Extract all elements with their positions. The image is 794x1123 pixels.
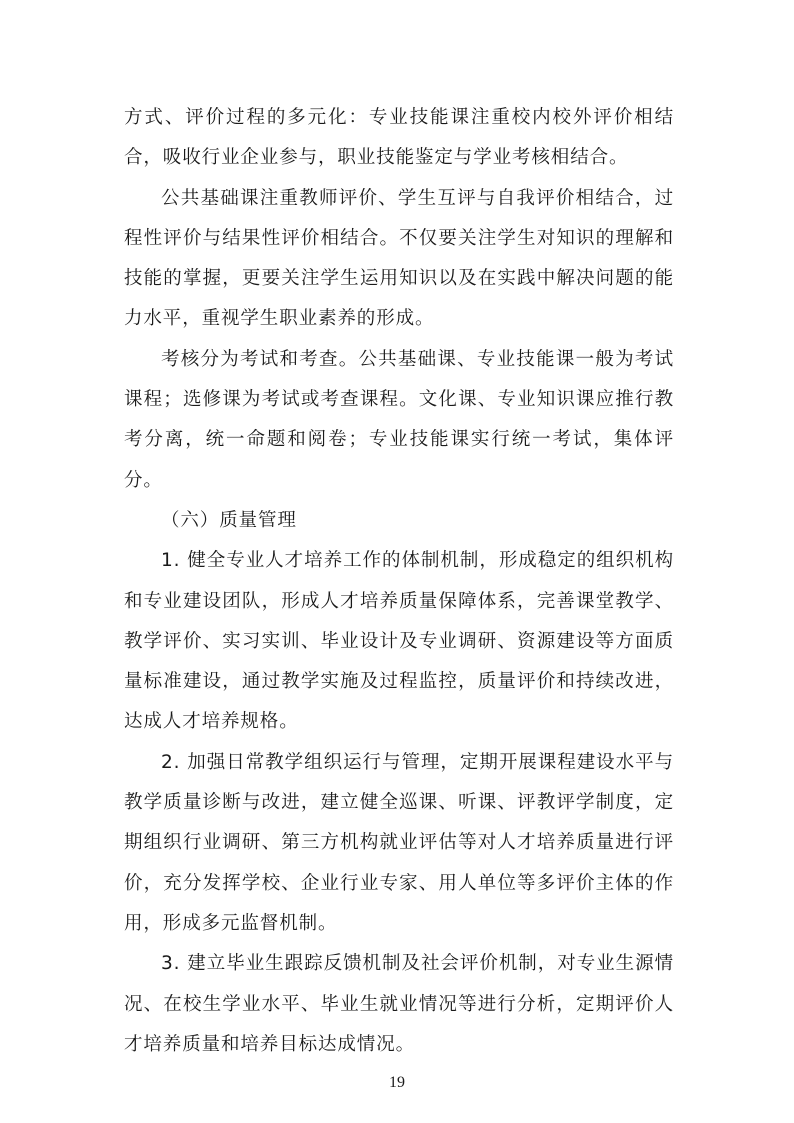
paragraph-evaluation-methods: 方式、评价过程的多元化：专业技能课注重校内校外评价相结合，吸收行业企业参与，职业技能鉴定与学业考核相结合。 [124,107,674,169]
list-item: 1. 健全专业人才培养工作的体制机制，形成稳定的组织机构和专业建设团队，形成人才培养质量保障体系，完善课堂教学、教学评价、实习实训、毕业设计及专业调研、资源建设等方面质量标准建设，通过教学实施及过程监控，质量评价和持续改进，达成人才培养规格。 [124,550,674,733]
document-body [124,98,674,1065]
list-item: 3. 建立毕业生跟踪反馈机制及社会评价机制，对专业生源情况、在校生学业水平、毕业生就业情况等进行分析，定期评价人才培养质量和培养目标达成情况。 [124,953,674,1055]
paragraph-public-course-evaluation: 公共基础课注重教师评价、学生互评与自我评价相结合，过程性评价与结果性评价相结合。不仅要关注学生对知识的理解和技能的掌握，更要关注学生运用知识以及在实践中解决问题的能力水平，重视学生职业素养的形成。 [124,187,674,330]
page-number: 19 [389,1074,405,1091]
list-item: 2. 加强日常教学组织运行与管理，定期开展课程建设水平与教学质量诊断与改进，建立健全巡课、听课、评教评学制度，定期组织行业调研、第三方机构就业评估等对人才培养质量进行评价，充分发挥学校、企业行业专家、用人单位等多评价主体的作用，形成多元监督机制。 [124,751,674,934]
paragraph-assessment-types: 考核分为考试和考查。公共基础课、专业技能课一般为考试课程；选修课为考试或考查课程。文化课、专业知识课应推行教考分离，统一命题和阅卷；专业技能课实行统一考试，集体评分。 [124,348,674,491]
section-heading-quality-management: （六）质量管理 [161,509,297,531]
